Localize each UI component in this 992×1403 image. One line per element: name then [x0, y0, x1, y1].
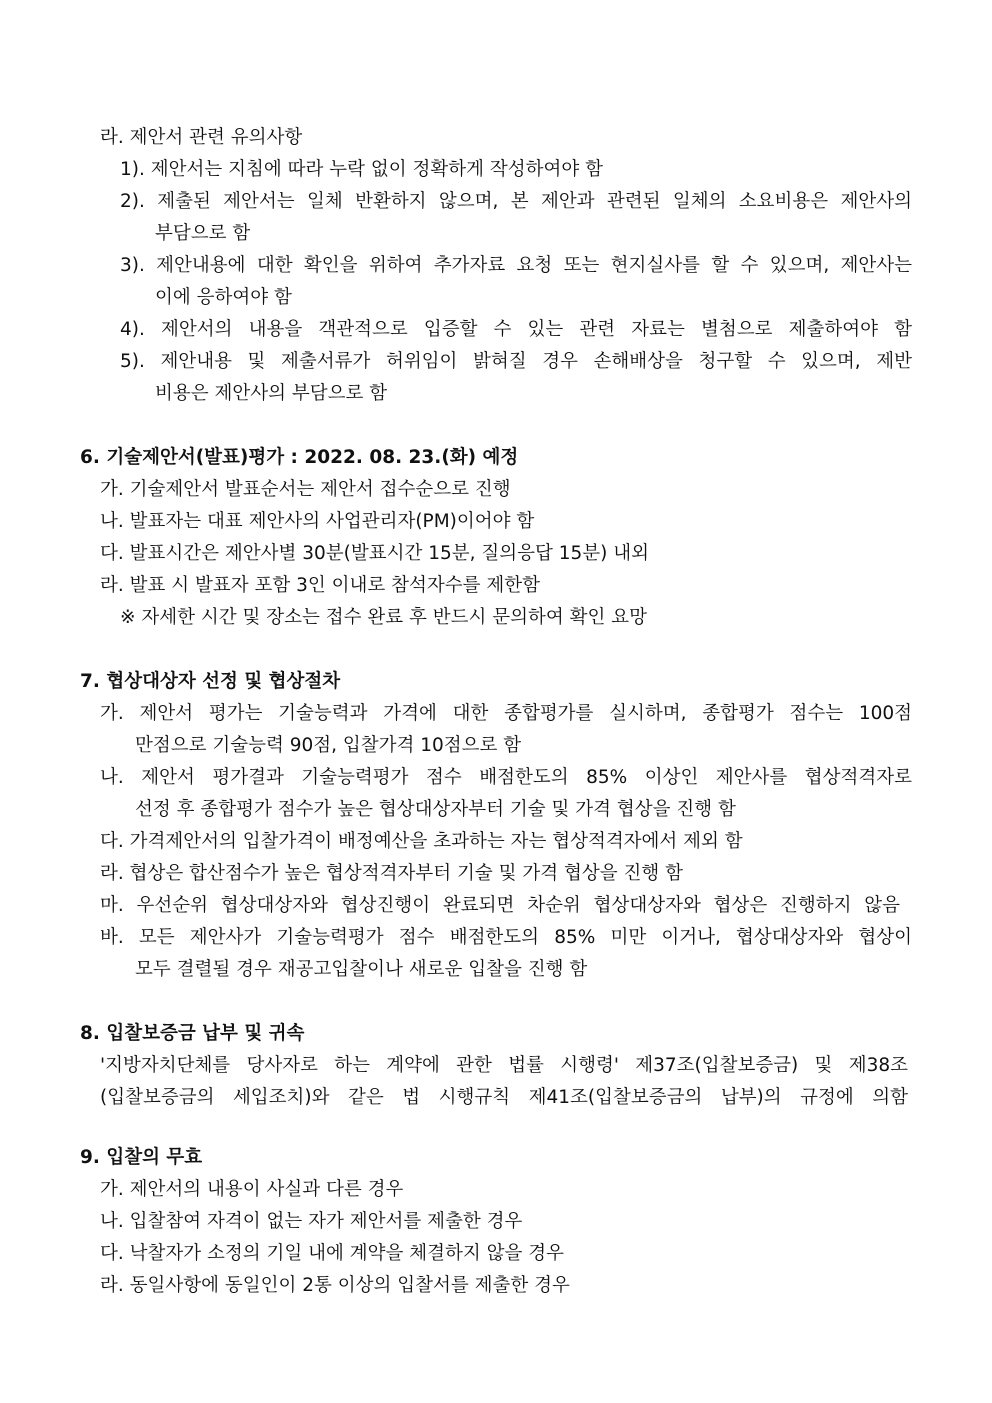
section7-item-ga: 가. 제안서 평가는 기술능력과 가격에 대한 종합평가를 실시하며, 종합평가 점수는 100점 — [100, 703, 912, 724]
notes-item-5-cont: 비용은 제안사의 부담으로 함 — [155, 383, 388, 404]
section6-item-na: 나. 발표자는 대표 제안사의 사업관리자(PM)이어야 함 — [100, 511, 535, 532]
section9-item-da: 다. 낙찰자가 소정의 기일 내에 계약을 체결하지 않을 경우 — [100, 1243, 564, 1264]
section7-item-ba-cont: 모두 결렬될 경우 재공고입찰이나 새로운 입찰을 진행 함 — [135, 959, 588, 980]
notes-item-5: 5). 제안내용 및 제출서류가 허위임이 밝혀질 경우 손해배상을 청구할 수 있으며, 제반 — [120, 351, 912, 372]
notes-item-1: 1). 제안서는 지침에 따라 누락 없이 정확하게 작성하여야 함 — [120, 159, 603, 180]
section6-note: ※ 자세한 시간 및 장소는 접수 완료 후 반드시 문의하여 확인 요망 — [120, 607, 647, 628]
section9-item-ga: 가. 제안서의 내용이 사실과 다른 경우 — [100, 1179, 404, 1200]
notes-item-2: 2). 제출된 제안서는 일체 반환하지 않으며, 본 제안과 관련된 일체의 소요비용은 제안사의 — [120, 191, 912, 212]
section9-item-na: 나. 입찰참여 자격이 없는 자가 제안서를 제출한 경우 — [100, 1211, 523, 1232]
section6-item-da: 다. 발표시간은 제안사별 30분(발표시간 15분, 질의응답 15분) 내외 — [100, 543, 650, 564]
section6-heading: 6. 기술제안서(발표)평가 : 2022. 08. 23.(화) 예정 — [80, 447, 519, 468]
notes-item-3-cont: 이에 응하여야 함 — [155, 287, 292, 308]
section7-item-na-cont: 선정 후 종합평가 점수가 높은 협상대상자부터 기술 및 가격 협상을 진행 함 — [135, 799, 736, 820]
notes-item-3: 3). 제안내용에 대한 확인을 위하여 추가자료 요청 또는 현지실사를 할 수 있으며, 제안사는 — [120, 255, 912, 276]
section7-item-na: 나. 제안서 평가결과 기술능력평가 점수 배점한도의 85% 이상인 제안사를 협상적격자로 — [100, 767, 912, 788]
section7-item-ra: 라. 협상은 합산점수가 높은 협상적격자부터 기술 및 가격 협상을 진행 함 — [100, 863, 683, 884]
section7-item-ma: 마. 우선순위 협상대상자와 협상진행이 완료되면 차순위 협상대상자와 협상은 진행하지 않음 — [100, 895, 900, 916]
section6-item-ga: 가. 기술제안서 발표순서는 제안서 접수순으로 진행 — [100, 479, 511, 500]
section7-heading: 7. 협상대상자 선정 및 협상절차 — [80, 671, 341, 692]
section7-item-ga-cont: 만점으로 기술능력 90점, 입찰가격 10점으로 함 — [135, 735, 522, 756]
section7-item-da: 다. 가격제안서의 입찰가격이 배정예산을 초과하는 자는 협상적격자에서 제외 함 — [100, 831, 743, 852]
section8-text-line1: '지방자치단체를 당사자로 하는 계약에 관한 법률 시행령' 제37조(입찰보증금) 및 제38조 — [100, 1055, 908, 1076]
section9-item-ra: 라. 동일사항에 동일인이 2통 이상의 입찰서를 제출한 경우 — [100, 1275, 570, 1296]
section9-heading: 9. 입찰의 무효 — [80, 1147, 203, 1168]
section8-text-line2: (입찰보증금의 세입조치)와 같은 법 시행규칙 제41조(입찰보증금의 납부)의 규정에 의함 — [100, 1087, 908, 1108]
section6-item-ra: 라. 발표 시 발표자 포함 3인 이내로 참석자수를 제한함 — [100, 575, 540, 596]
notes-item-4: 4). 제안서의 내용을 객관적으로 입증할 수 있는 관련 자료는 별첨으로 제출하여야 함 — [120, 319, 912, 340]
section8-heading: 8. 입찰보증금 납부 및 귀속 — [80, 1023, 305, 1044]
notes-item-2-cont: 부담으로 함 — [155, 223, 251, 244]
section7-item-ba: 바. 모든 제안사가 기술능력평가 점수 배점한도의 85% 미만 이거나, 협상대상자와 협상이 — [100, 927, 912, 948]
notes-title: 라. 제안서 관련 유의사항 — [100, 127, 303, 148]
